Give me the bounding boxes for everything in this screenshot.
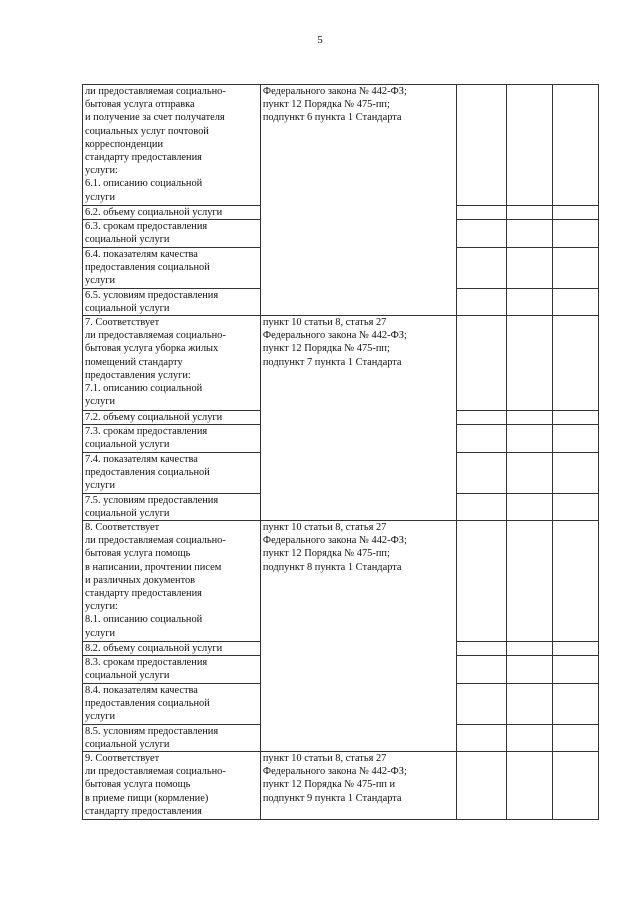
answer-no-cell: [506, 724, 553, 751]
answer-yes-cell: [457, 683, 507, 724]
answer-na-cell: [553, 656, 599, 683]
answer-no-cell: [506, 247, 553, 288]
legal-basis-line: пункт 10 статьи 8, статья 27: [262, 753, 387, 765]
question-line: в написании, прочтении писем: [85, 561, 222, 573]
question-line: 7.2. объему социальной услуги: [85, 412, 223, 424]
legal-basis-line: подпункт 8 пункта 1 Стандарта: [262, 561, 402, 573]
answer-no-cell: [506, 521, 553, 642]
question-line: 7.4. показателям качества: [85, 453, 198, 465]
question-line: 7.5. условиям предоставления: [85, 494, 219, 506]
question-line: стандарту предоставления: [85, 588, 202, 600]
answer-na-cell: [553, 752, 599, 820]
question-line: услуги: [85, 396, 116, 408]
question-line: социальной услуги: [85, 738, 170, 750]
question-line: 8.2. объему социальной услуги: [85, 643, 223, 655]
question-cell: [83, 206, 261, 220]
answer-yes-cell: [457, 220, 507, 247]
legal-basis-cell: [260, 521, 456, 752]
question-line: корреспонденции: [85, 138, 164, 150]
answer-no-cell: [506, 411, 553, 425]
answer-no-cell: [506, 288, 553, 315]
question-cell: [83, 247, 261, 288]
question-cell: [83, 452, 261, 493]
question-line: услуги: [85, 191, 116, 203]
answer-yes-cell: [457, 206, 507, 220]
question-line: услуги: [85, 275, 116, 287]
table-row: [83, 316, 599, 411]
question-line: ли предоставляемая социально-: [85, 86, 226, 97]
answer-no-cell: [506, 656, 553, 683]
question-cell: [83, 85, 261, 206]
answer-na-cell: [553, 411, 599, 425]
legal-basis-line: подпункт 6 пункта 1 Стандарта: [262, 112, 402, 124]
question-line: услуги: [85, 627, 116, 639]
question-line: 6.3. срокам предоставления: [85, 221, 208, 233]
answer-yes-cell: [457, 642, 507, 656]
question-cell: [83, 521, 261, 642]
legal-basis-line: Федерального закона № 442-ФЗ;: [262, 535, 407, 547]
answer-no-cell: [506, 85, 553, 206]
answer-na-cell: [553, 316, 599, 411]
answer-na-cell: [553, 220, 599, 247]
answer-yes-cell: [457, 493, 507, 520]
question-cell: [83, 724, 261, 751]
legal-basis-line: пункт 12 Порядка № 475-пп и: [262, 779, 396, 791]
table-row: [83, 85, 599, 206]
answer-na-cell: [553, 452, 599, 493]
answer-na-cell: [553, 206, 599, 220]
table-row: [83, 521, 599, 642]
question-line: и различных документов: [85, 574, 196, 586]
legal-basis-line: пункт 12 Порядка № 475-пп;: [262, 99, 390, 111]
answer-yes-cell: [457, 724, 507, 751]
question-line: услуги: [85, 711, 116, 723]
legal-basis-line: Федерального закона № 442-ФЗ;: [262, 330, 407, 342]
question-line: предоставления социальной: [85, 466, 210, 478]
question-line: 8.1. описанию социальной: [85, 614, 203, 626]
question-line: 9. Соответствует: [85, 753, 160, 765]
answer-no-cell: [506, 493, 553, 520]
answer-yes-cell: [457, 752, 507, 820]
question-line: 6.4. показателям качества: [85, 248, 198, 260]
question-cell: [83, 316, 261, 411]
question-line: социальных услуг почтовой: [85, 125, 209, 137]
question-cell: [83, 220, 261, 247]
answer-na-cell: [553, 247, 599, 288]
answer-no-cell: [506, 425, 553, 452]
answer-na-cell: [553, 724, 599, 751]
answer-na-cell: [553, 683, 599, 724]
question-line: предоставления социальной: [85, 261, 210, 273]
question-line: услуги:: [85, 601, 118, 613]
legal-basis-line: пункт 10 статьи 8, статья 27: [262, 317, 387, 329]
question-line: социальной услуги: [85, 302, 170, 314]
question-cell: [83, 425, 261, 452]
answer-yes-cell: [457, 411, 507, 425]
question-line: стандарту предоставления: [85, 805, 202, 817]
question-line: в приеме пищи (кормление): [85, 792, 209, 804]
question-line: помещений стандарту: [85, 356, 183, 368]
question-line: социальной услуги: [85, 670, 170, 682]
legal-basis-line: пункт 12 Порядка № 475-пп;: [262, 548, 390, 560]
question-line: услуги:: [85, 165, 118, 177]
question-cell: [83, 411, 261, 425]
answer-na-cell: [553, 425, 599, 452]
question-cell: [83, 656, 261, 683]
question-line: бытовая услуга отправка: [85, 99, 195, 111]
question-cell: [83, 288, 261, 315]
legal-basis-line: подпункт 9 пункта 1 Стандарта: [262, 792, 402, 804]
question-line: услуги: [85, 480, 116, 492]
answer-na-cell: [553, 521, 599, 642]
inspection-table: [82, 84, 599, 820]
answer-yes-cell: [457, 452, 507, 493]
answer-no-cell: [506, 642, 553, 656]
question-cell: [83, 642, 261, 656]
question-line: 7.1. описанию социальной: [85, 383, 203, 395]
legal-basis-line: пункт 12 Порядка № 475-пп;: [262, 343, 390, 355]
legal-basis-cell: [260, 316, 456, 521]
answer-na-cell: [553, 493, 599, 520]
question-line: 8. Соответствует: [85, 522, 160, 534]
question-line: 8.3. срокам предоставления: [85, 657, 208, 669]
question-cell: [83, 683, 261, 724]
legal-basis-line: подпункт 7 пункта 1 Стандарта: [262, 356, 402, 368]
question-line: предоставления услуги:: [85, 369, 191, 381]
answer-no-cell: [506, 752, 553, 820]
answer-yes-cell: [457, 425, 507, 452]
legal-basis-line: Федерального закона № 442-ФЗ;: [262, 766, 407, 778]
answer-yes-cell: [457, 85, 507, 206]
answer-yes-cell: [457, 288, 507, 315]
question-line: 8.4. показателям качества: [85, 684, 198, 696]
answer-na-cell: [553, 642, 599, 656]
legal-basis-cell: [260, 85, 456, 316]
question-cell: [83, 493, 261, 520]
question-line: социальной услуги: [85, 507, 170, 519]
question-line: социальной услуги: [85, 439, 170, 451]
question-line: и получение за счет получателя: [85, 112, 225, 124]
table-row: [83, 752, 599, 820]
answer-no-cell: [506, 683, 553, 724]
question-line: ли предоставляемая социально-: [85, 535, 226, 547]
question-line: бытовая услуга помощь: [85, 548, 191, 560]
question-line: бытовая услуга помощь: [85, 779, 191, 791]
question-line: предоставления социальной: [85, 697, 210, 709]
question-line: 6.1. описанию социальной: [85, 178, 203, 190]
answer-no-cell: [506, 452, 553, 493]
question-line: социальной услуги: [85, 234, 170, 246]
answer-na-cell: [553, 85, 599, 206]
question-line: стандарту предоставления: [85, 152, 202, 164]
answer-yes-cell: [457, 656, 507, 683]
question-line: бытовая услуга уборка жилых: [85, 343, 219, 355]
legal-basis-cell: [260, 752, 456, 820]
answer-no-cell: [506, 220, 553, 247]
question-line: 6.5. условиям предоставления: [85, 289, 219, 301]
answer-no-cell: [506, 206, 553, 220]
question-line: 6.2. объему социальной услуги: [85, 207, 223, 218]
answer-yes-cell: [457, 316, 507, 411]
question-line: 7. Соответствует: [85, 317, 160, 329]
question-cell: [83, 752, 261, 820]
answer-na-cell: [553, 288, 599, 315]
answer-yes-cell: [457, 247, 507, 288]
answer-yes-cell: [457, 521, 507, 642]
question-line: ли предоставляемая социально-: [85, 330, 226, 342]
question-line: 8.5. условиям предоставления: [85, 725, 219, 737]
question-line: ли предоставляемая социально-: [85, 766, 226, 778]
page-number: 5: [317, 34, 323, 46]
legal-basis-line: пункт 10 статьи 8, статья 27: [262, 522, 387, 534]
legal-basis-line: Федерального закона № 442-ФЗ;: [262, 86, 407, 97]
answer-no-cell: [506, 316, 553, 411]
question-line: 7.3. срокам предоставления: [85, 426, 208, 438]
